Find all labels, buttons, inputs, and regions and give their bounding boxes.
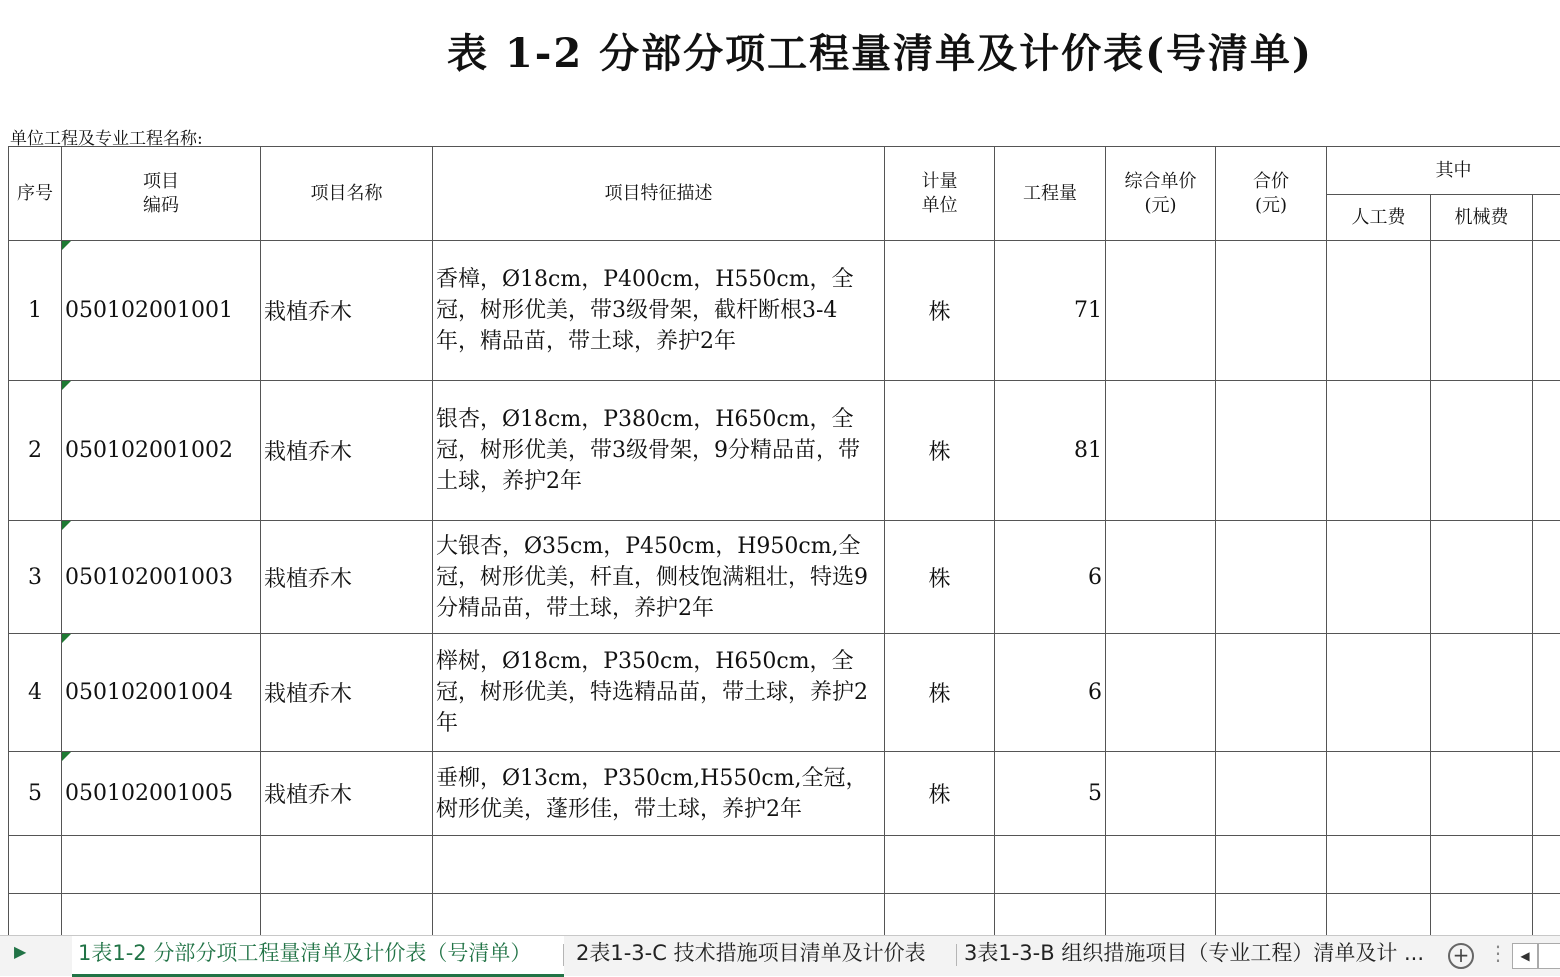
header-name[interactable]: 项目名称 bbox=[261, 147, 433, 241]
empty-cell[interactable] bbox=[1533, 894, 1560, 936]
comment-marker-icon bbox=[62, 752, 71, 761]
cell-desc[interactable]: 垂柳，Ø13cm，P350cm,H550cm,全冠，树形优美，蓬形佳，带土球，养护2年 bbox=[433, 752, 885, 836]
table-row[interactable] bbox=[9, 521, 1560, 634]
cell-code[interactable]: 050102001003 bbox=[62, 521, 261, 634]
empty-cell[interactable] bbox=[1327, 836, 1431, 894]
table-row[interactable] bbox=[9, 894, 1560, 936]
empty-cell[interactable] bbox=[433, 836, 885, 894]
cell-qty[interactable]: 6 bbox=[995, 521, 1106, 634]
comment-marker-icon bbox=[62, 634, 71, 643]
header-labor[interactable]: 人工费 bbox=[1327, 195, 1431, 241]
sheet-tab-2[interactable]: 2表1-3-C 技术措施项目清单及计价表 bbox=[570, 936, 962, 974]
empty-cell[interactable] bbox=[1431, 836, 1533, 894]
empty-cell[interactable] bbox=[1431, 894, 1533, 936]
header-unit-price[interactable]: 综合单价 (元) bbox=[1106, 147, 1216, 241]
cell-labor[interactable] bbox=[1327, 752, 1431, 836]
cell-unit[interactable]: 株 bbox=[885, 521, 995, 634]
cell-total[interactable] bbox=[1216, 634, 1327, 752]
header-desc[interactable]: 项目特征描述 bbox=[433, 147, 885, 241]
cell-machine[interactable] bbox=[1431, 752, 1533, 836]
comment-marker-icon bbox=[62, 521, 71, 530]
cell-qty[interactable]: 71 bbox=[995, 241, 1106, 381]
cell-labor[interactable] bbox=[1327, 521, 1431, 634]
scroll-left-icon[interactable]: ◀ bbox=[1512, 943, 1538, 969]
table-row[interactable] bbox=[9, 634, 1560, 752]
empty-cell[interactable] bbox=[9, 894, 62, 936]
header-extra[interactable] bbox=[1533, 195, 1560, 241]
cell-extra[interactable] bbox=[1533, 634, 1560, 752]
cell-total[interactable] bbox=[1216, 381, 1327, 521]
comment-marker-icon bbox=[62, 241, 71, 250]
table-row[interactable] bbox=[9, 836, 1560, 894]
sheet-tab-1[interactable]: 1表1-2 分部分项工程量清单及计价表（号清单） bbox=[72, 936, 564, 977]
cell-extra[interactable] bbox=[1533, 521, 1560, 634]
header-code[interactable]: 项目 编码 bbox=[62, 147, 261, 241]
empty-cell[interactable] bbox=[433, 894, 885, 936]
cell-seq[interactable]: 2 bbox=[9, 381, 62, 521]
cell-name[interactable]: 栽植乔木 bbox=[261, 521, 433, 634]
cell-extra[interactable] bbox=[1533, 241, 1560, 381]
header-unit[interactable]: 计量 单位 bbox=[885, 147, 995, 241]
header-machine[interactable]: 机械费 bbox=[1431, 195, 1533, 241]
cell-unit[interactable]: 株 bbox=[885, 241, 995, 381]
cell-desc[interactable]: 榉树，Ø18cm，P350cm，H650cm，全冠，树形优美，特选精品苗，带土球，养护2年 bbox=[433, 634, 885, 752]
cell-desc[interactable]: 银杏，Ø18cm，P380cm，H650cm，全冠，树形优美，带3级骨架，9分精品苗，带土球，养护2年 bbox=[433, 381, 885, 521]
cell-unit-price[interactable] bbox=[1106, 634, 1216, 752]
cell-name[interactable]: 栽植乔木 bbox=[261, 381, 433, 521]
cell-code[interactable]: 050102001004 bbox=[62, 634, 261, 752]
header-seq[interactable]: 序号 bbox=[9, 147, 62, 241]
cell-desc[interactable]: 香樟，Ø18cm，P400cm，H550cm，全冠，树形优美，带3级骨架，截杆断根3-4年，精品苗，带土球，养护2年 bbox=[433, 241, 885, 381]
cell-labor[interactable] bbox=[1327, 634, 1431, 752]
cell-total[interactable] bbox=[1216, 752, 1327, 836]
cell-unit-price[interactable] bbox=[1106, 521, 1216, 634]
cell-unit-price[interactable] bbox=[1106, 381, 1216, 521]
empty-cell[interactable] bbox=[9, 836, 62, 894]
empty-cell[interactable] bbox=[995, 894, 1106, 936]
table-row[interactable] bbox=[9, 381, 1560, 521]
cell-machine[interactable] bbox=[1431, 521, 1533, 634]
horizontal-scrollbar[interactable] bbox=[1538, 943, 1560, 969]
play-right-icon[interactable]: ▶ bbox=[14, 942, 26, 961]
empty-cell[interactable] bbox=[1216, 894, 1327, 936]
cell-seq[interactable]: 3 bbox=[9, 521, 62, 634]
cell-machine[interactable] bbox=[1431, 634, 1533, 752]
cell-code[interactable]: 050102001005 bbox=[62, 752, 261, 836]
cell-seq[interactable]: 5 bbox=[9, 752, 62, 836]
cell-unit[interactable]: 株 bbox=[885, 634, 995, 752]
cell-unit-price[interactable] bbox=[1106, 752, 1216, 836]
cell-machine[interactable] bbox=[1431, 241, 1533, 381]
cell-desc[interactable]: 大银杏，Ø35cm，P450cm，H950cm,全冠，树形优美，杆直，侧枝饱满粗壮，特选9分精品苗，带土球，养护2年 bbox=[433, 521, 885, 634]
cell-unit-price[interactable] bbox=[1106, 241, 1216, 381]
sheet-tab-bar bbox=[0, 935, 1560, 976]
empty-cell[interactable] bbox=[62, 836, 261, 894]
plus-circle-icon[interactable]: + bbox=[1448, 943, 1474, 969]
empty-cell[interactable] bbox=[1106, 836, 1216, 894]
cell-qty[interactable]: 6 bbox=[995, 634, 1106, 752]
cell-labor[interactable] bbox=[1327, 381, 1431, 521]
cell-total[interactable] bbox=[1216, 521, 1327, 634]
empty-cell[interactable] bbox=[1533, 836, 1560, 894]
table-row[interactable] bbox=[9, 241, 1560, 381]
empty-cell[interactable] bbox=[1327, 894, 1431, 936]
cell-code[interactable]: 050102001001 bbox=[62, 241, 261, 381]
sheet-title[interactable]: 表 1-2 分部分项工程量清单及计价表(号清单) bbox=[0, 22, 1560, 79]
cell-unit[interactable]: 株 bbox=[885, 381, 995, 521]
cell-qty[interactable]: 81 bbox=[995, 381, 1106, 521]
cell-unit[interactable]: 株 bbox=[885, 752, 995, 836]
cell-name[interactable]: 栽植乔木 bbox=[261, 634, 433, 752]
empty-cell[interactable] bbox=[261, 894, 433, 936]
cell-extra[interactable] bbox=[1533, 381, 1560, 521]
header-qty[interactable]: 工程量 bbox=[995, 147, 1106, 241]
cell-seq[interactable]: 1 bbox=[9, 241, 62, 381]
header-of-which[interactable]: 其中 bbox=[1327, 147, 1560, 195]
empty-cell[interactable] bbox=[261, 836, 433, 894]
cell-machine[interactable] bbox=[1431, 381, 1533, 521]
empty-cell[interactable] bbox=[885, 836, 995, 894]
cell-labor[interactable] bbox=[1327, 241, 1431, 381]
cell-total[interactable] bbox=[1216, 241, 1327, 381]
empty-cell[interactable] bbox=[1106, 894, 1216, 936]
tab-divider bbox=[956, 944, 957, 966]
cell-extra[interactable] bbox=[1533, 752, 1560, 836]
table-row[interactable] bbox=[9, 752, 1560, 836]
comment-marker-icon bbox=[62, 381, 71, 390]
cell-code[interactable]: 050102001002 bbox=[62, 381, 261, 521]
sheet-tab-3[interactable]: 3表1-3-B 组织措施项目（专业工程）清单及计 ... bbox=[958, 936, 1450, 974]
cell-name[interactable]: 栽植乔木 bbox=[261, 752, 433, 836]
unit-project-label[interactable]: 单位工程及专业工程名称: bbox=[10, 124, 203, 149]
empty-cell[interactable] bbox=[885, 894, 995, 936]
empty-cell[interactable] bbox=[1216, 836, 1327, 894]
vertical-dots-icon[interactable]: ⋮ bbox=[1488, 941, 1508, 965]
empty-cell[interactable] bbox=[62, 894, 261, 936]
cell-qty[interactable]: 5 bbox=[995, 752, 1106, 836]
cell-seq[interactable]: 4 bbox=[9, 634, 62, 752]
empty-cell[interactable] bbox=[995, 836, 1106, 894]
header-total[interactable]: 合价 (元) bbox=[1216, 147, 1327, 241]
bill-table bbox=[8, 146, 1560, 935]
cell-name[interactable]: 栽植乔木 bbox=[261, 241, 433, 381]
tab-divider bbox=[563, 944, 564, 966]
